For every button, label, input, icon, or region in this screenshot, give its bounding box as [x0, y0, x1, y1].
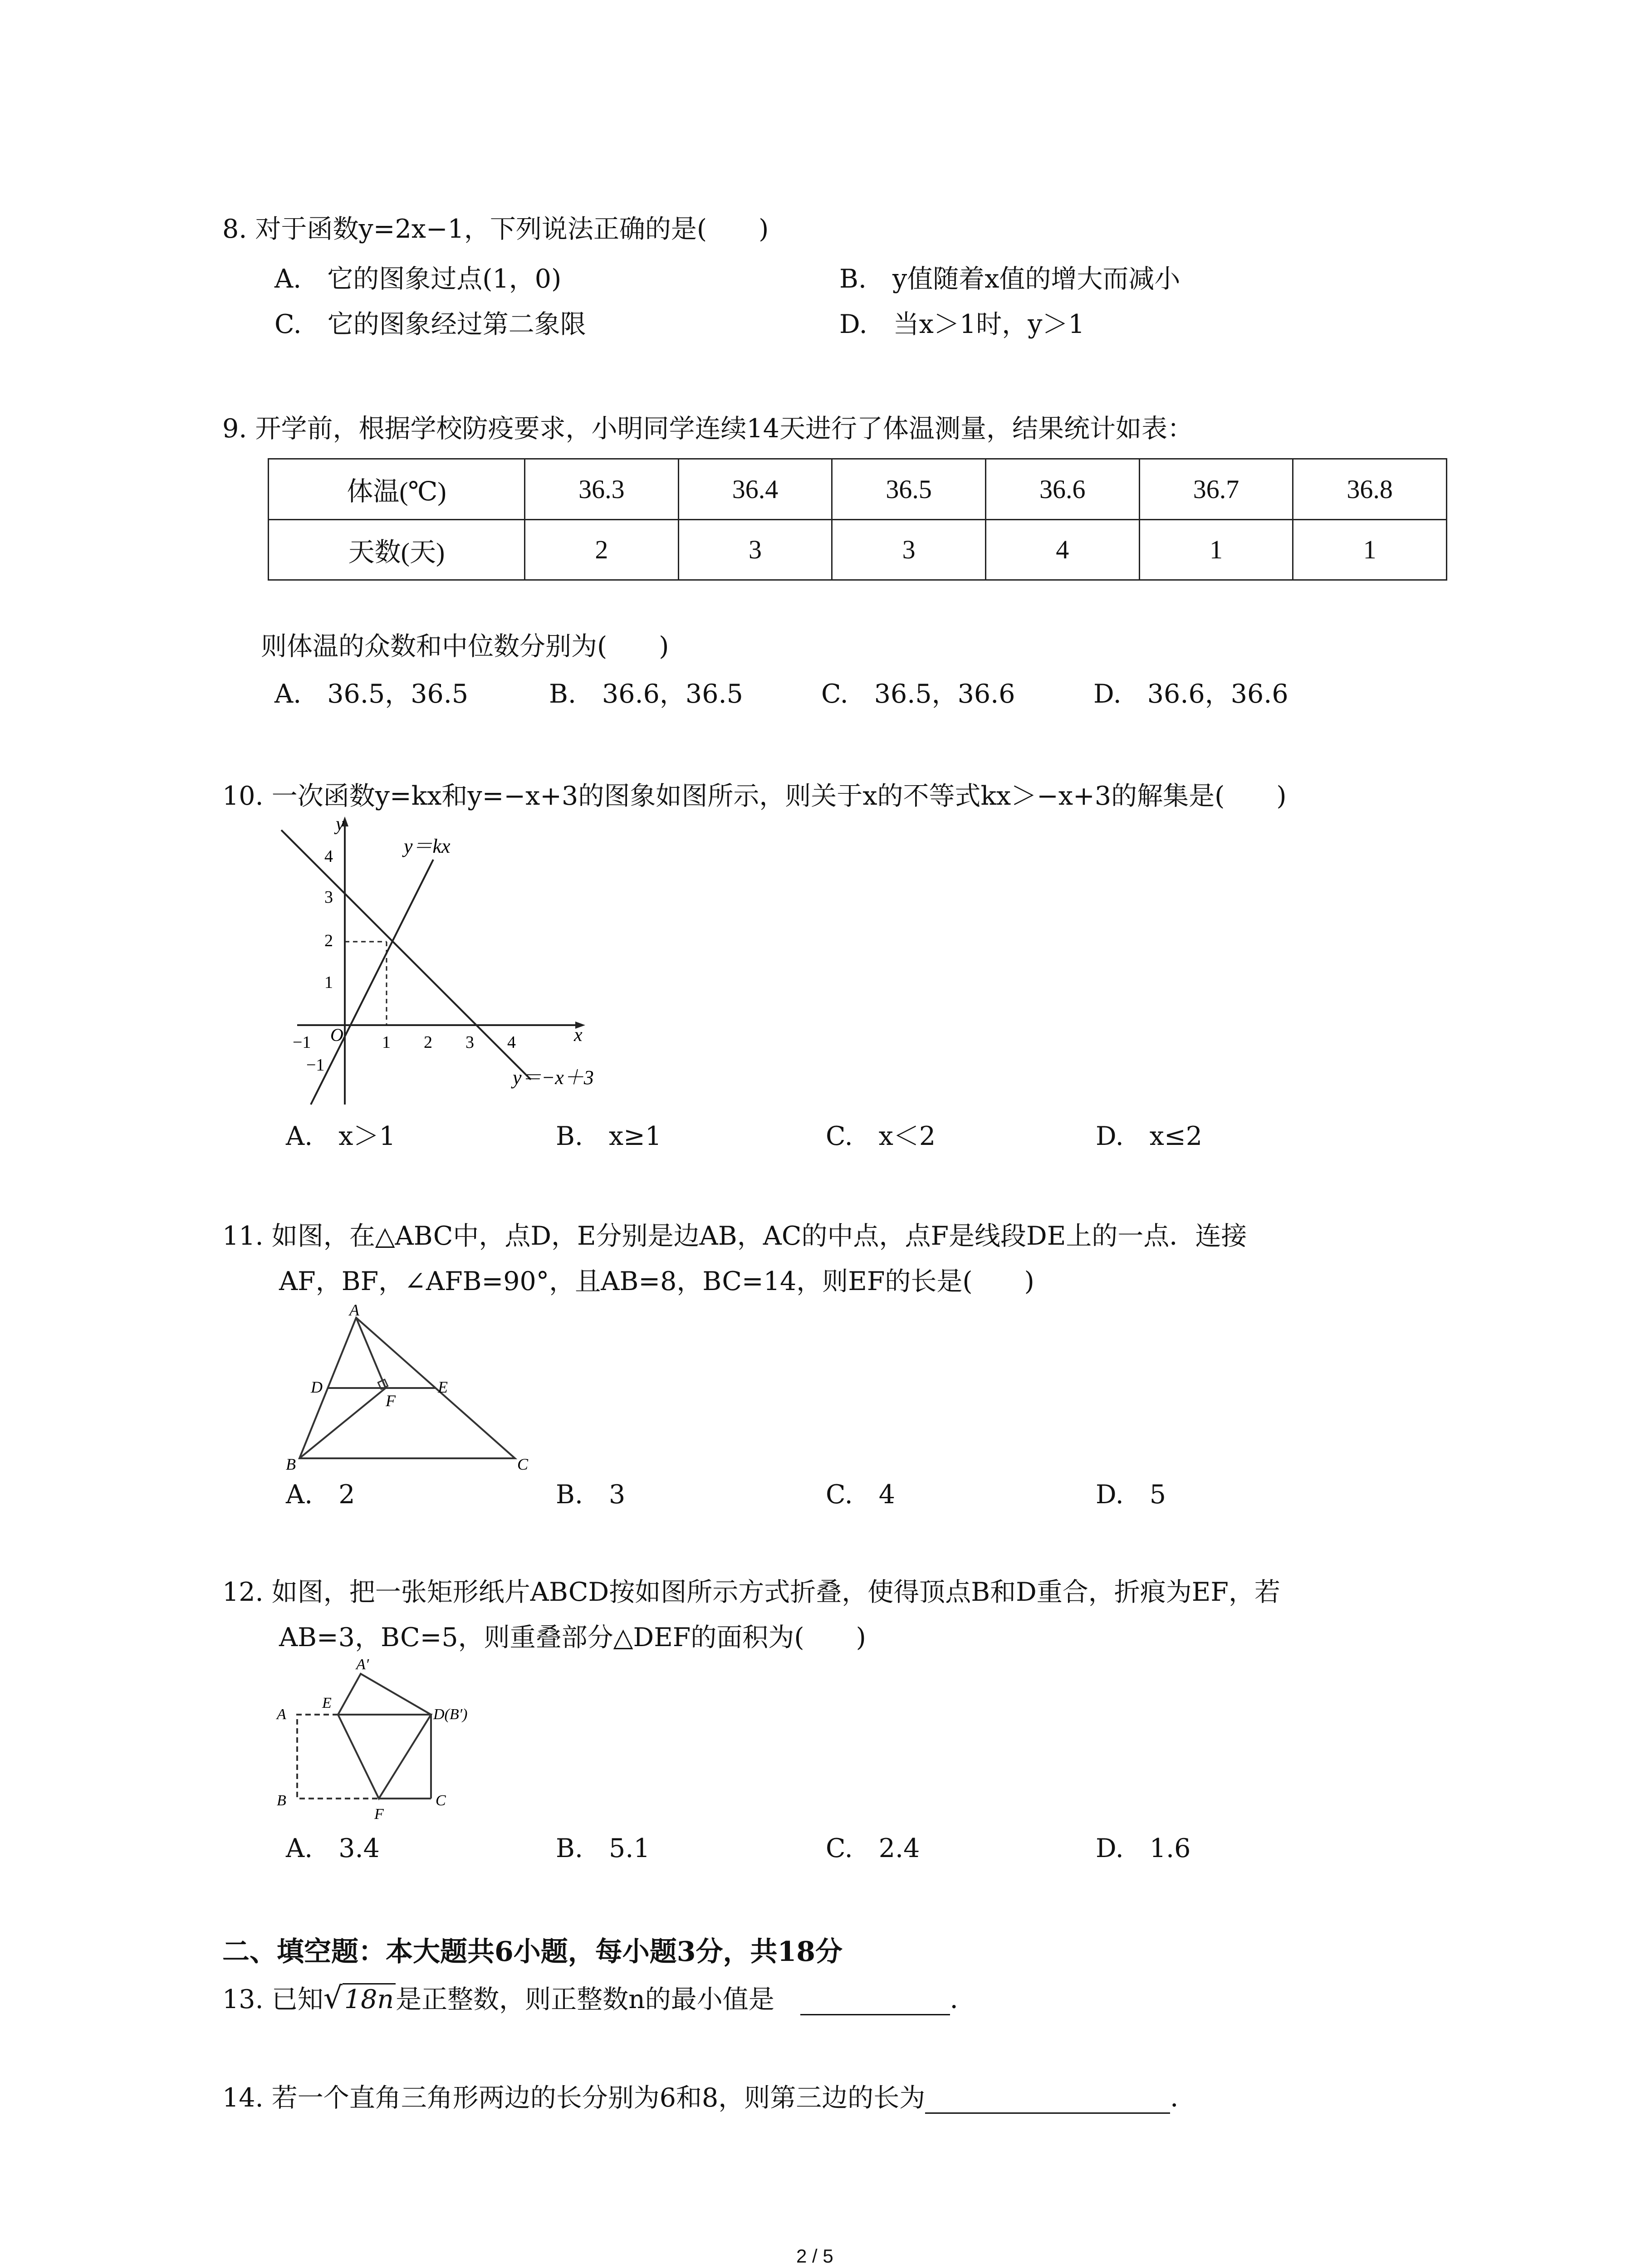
q10-graph	[272, 812, 635, 1111]
point-label-f: F	[386, 1392, 396, 1410]
q10-stem	[222, 780, 1287, 812]
q11-stem-line1	[222, 1220, 1247, 1252]
q11-option-a: A. 2	[286, 1480, 355, 1510]
q13: 13. 已知√18n是正整数，则正整数n的最小值是 ．	[222, 1980, 976, 2015]
ytick-label: 3	[324, 888, 333, 907]
table-cell: 36.4	[678, 459, 832, 520]
q10-option-c: C. x＜2	[826, 1121, 936, 1151]
section-heading-fill-in: 二、填空题：本大题共6小题，每小题3分，共18分	[222, 1936, 843, 1968]
q10-option-b: B. x≥1	[556, 1121, 662, 1151]
table-cell: 2	[525, 519, 679, 580]
q12-option-b: B. 5.1	[556, 1833, 650, 1863]
table-cell: 36.6	[985, 459, 1139, 520]
triangle-def	[338, 1715, 431, 1799]
q10-option-d: D. x≤2	[1096, 1121, 1202, 1151]
q13-post: 是正整数，则正整数n的最小值是	[396, 1984, 774, 2014]
q9-text: 开学前，根据学校防疫要求，小明同学连续14天进行了体温测量，结果统计如表：	[255, 414, 1194, 444]
point-label-e: E	[322, 1695, 332, 1711]
q11-option-c: C. 4	[826, 1480, 895, 1510]
q13-pre: 已知	[271, 1984, 323, 2014]
q14-text: 若一个直角三角形两边的长分别为6和8，则第三边的长为	[271, 2083, 926, 2113]
q9-option-c: C. 36.5，36.6	[821, 679, 1015, 709]
point-label-d: D	[311, 1378, 323, 1396]
vertex-label-d-b-prime: D(B′)	[433, 1706, 468, 1723]
q12-number: 12.	[222, 1577, 264, 1607]
q11-stem-line2: AF，BF，∠AFB=90°，且AB=8，BC=14，则EF的长是( )	[279, 1266, 1034, 1296]
q14: 14. 若一个直角三角形两边的长分别为6和8，则第三边的长为 ．	[222, 2083, 1196, 2113]
q13-answer-blank[interactable]	[800, 1989, 950, 2015]
xtick-label: 1	[382, 1033, 391, 1052]
table-row	[269, 519, 1447, 580]
q11-option-d: D. 5	[1096, 1480, 1166, 1510]
vertex-label-c: C	[517, 1455, 529, 1473]
q13-number: 13.	[222, 1984, 264, 2014]
folded-flap	[338, 1674, 431, 1715]
point-label-e: E	[438, 1378, 448, 1396]
vertex-label-b: B	[277, 1792, 286, 1809]
label-y-eq-kx: y＝kx	[404, 835, 451, 857]
q9-number: 9.	[222, 414, 247, 444]
page-number: 2 / 5	[796, 2245, 833, 2267]
q9-stem	[222, 413, 1193, 445]
q12-option-c: C. 2.4	[826, 1833, 920, 1863]
table-cell: 3	[678, 519, 832, 580]
ytick-label: −1	[306, 1056, 325, 1075]
table-cell: 36.5	[832, 459, 986, 520]
q12-stem-line2: AB=3，BC=5，则重叠部分△DEF的面积为( )	[279, 1623, 866, 1652]
q12-figure	[272, 1651, 508, 1833]
q9-sub: 则体温的众数和中位数分别为( )	[261, 631, 669, 661]
q10-option-a: A. x＞1	[286, 1121, 396, 1151]
axis-label-x: x	[574, 1025, 583, 1046]
table-cell: 1	[1139, 519, 1293, 580]
table-header-temp: 体温(℃)	[269, 459, 525, 520]
sqrt-symbol: √	[323, 1980, 343, 2015]
q11-figure	[272, 1302, 544, 1474]
table-cell: 3	[832, 519, 986, 580]
q8-option-d: D. 当x＞1时，y＞1	[839, 309, 1085, 339]
table-header-days: 天数(天)	[269, 519, 525, 580]
q8-option-c: C. 它的图象经过第二象限	[274, 309, 586, 339]
q12-option-d: D. 1.6	[1096, 1833, 1191, 1863]
temperature-table	[268, 458, 1447, 581]
q9-option-b: B. 36.6，36.5	[549, 679, 743, 709]
segment-bf	[299, 1388, 386, 1458]
ytick-label: 4	[324, 847, 333, 866]
point-label-f: F	[374, 1806, 384, 1823]
q12-stem-line1	[222, 1576, 1280, 1608]
label-y-eq-neg-x-plus-3: y＝−x＋3	[513, 1066, 594, 1089]
table-cell: 1	[1293, 519, 1447, 580]
origin-label: O	[330, 1025, 343, 1045]
table-row	[269, 459, 1447, 520]
sqrt-radicand: 18n	[343, 1983, 396, 2014]
q8-number: 8.	[222, 214, 247, 244]
q8-option-b: B. y值随着x值的增大而减小	[839, 264, 1181, 294]
q10-number: 10.	[222, 781, 264, 811]
table-cell: 36.7	[1139, 459, 1293, 520]
q9-option-d: D. 36.6，36.6	[1093, 679, 1288, 709]
segment-af	[356, 1318, 386, 1388]
xtick-label: 2	[424, 1033, 432, 1052]
axis-label-y: y	[336, 814, 344, 835]
q8-option-a: A. 它的图象过点(1，0)	[274, 264, 562, 294]
table-cell: 36.3	[525, 459, 679, 520]
q14-answer-blank[interactable]	[925, 2087, 1170, 2114]
vertex-label-a: A	[349, 1302, 359, 1319]
q12-option-a: A. 3.4	[286, 1833, 380, 1863]
q11-option-b: B. 3	[556, 1480, 626, 1510]
q10-text: 一次函数y=kx和y=−x+3的图象如图所示，则关于x的不等式kx＞−x+3的解集是( )	[271, 781, 1287, 811]
point-label-a-prime: A′	[356, 1656, 369, 1673]
q11-text: 如图，在△ABC中，点D，E分别是边AB，AC的中点，点F是线段DE上的一点．连接	[271, 1221, 1247, 1251]
table-cell: 36.8	[1293, 459, 1447, 520]
q12-text: 如图，把一张矩形纸片ABCD按如图所示方式折叠，使得顶点B和D重合，折痕为EF，若	[271, 1577, 1280, 1607]
xtick-label: −1	[293, 1033, 311, 1052]
q8-text: 对于函数y=2x−1，下列说法正确的是( )	[255, 214, 769, 244]
line-neg-x-plus-3	[281, 830, 531, 1080]
vertex-label-b: B	[286, 1455, 296, 1473]
q11-number: 11.	[222, 1221, 264, 1251]
ytick-label: 1	[324, 973, 333, 992]
q9-option-a: A. 36.5，36.5	[274, 679, 469, 709]
table-cell: 4	[985, 519, 1139, 580]
original-rectangle-dashed	[297, 1715, 379, 1799]
q14-number: 14.	[222, 2083, 264, 2113]
vertex-label-a: A	[277, 1706, 286, 1723]
xtick-label: 4	[507, 1033, 516, 1052]
vertex-label-c: C	[436, 1792, 446, 1809]
xtick-label: 3	[465, 1033, 474, 1052]
ytick-label: 2	[324, 931, 333, 950]
q8-stem	[222, 213, 769, 245]
